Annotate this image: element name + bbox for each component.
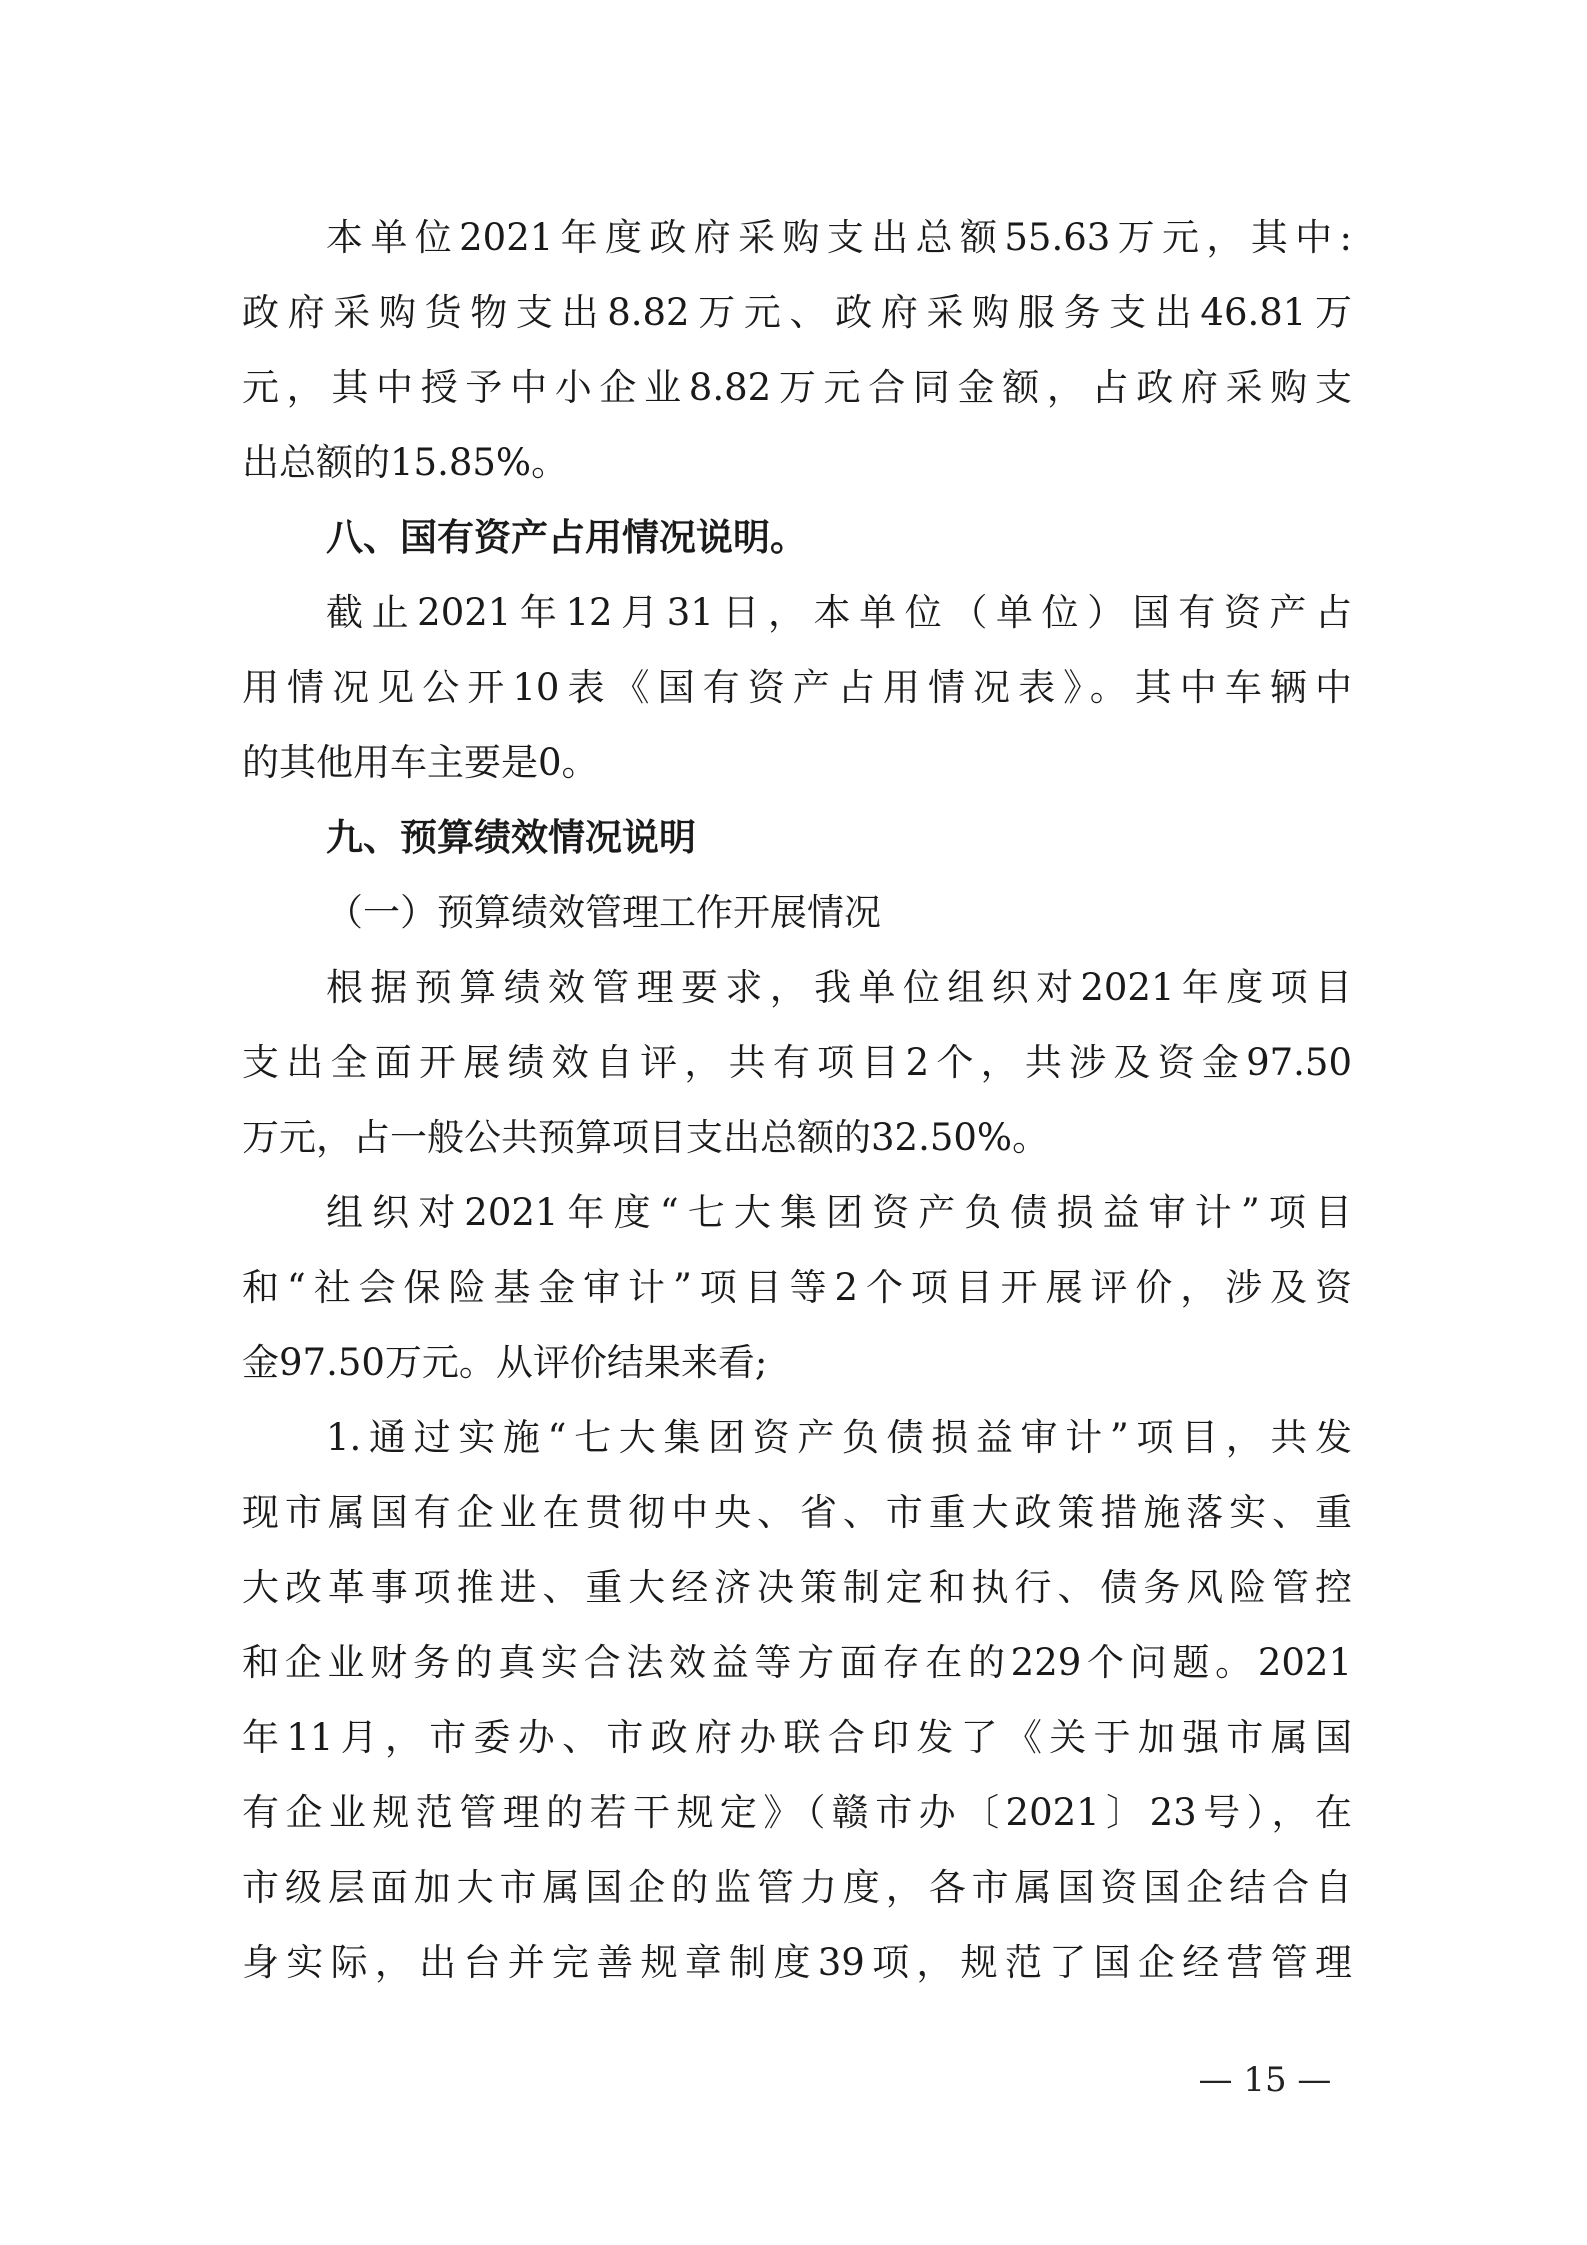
paragraph-line: 支出全面开展绩效自评，共有项目2个，共涉及资金97.50 [242, 1041, 1352, 1084]
paragraph-line: 和企业财务的真实合法效益等方面存在的229个问题。2021 [242, 1641, 1352, 1684]
paragraph-line: 的其他用车主要是0。 [242, 741, 599, 784]
paragraph-line: 年11月，市委办、市政府办联合印发了《关于加强市属国 [242, 1716, 1352, 1759]
body-text [242, 200, 1352, 2000]
paragraph-line: 本单位2021年度政府采购支出总额55.63万元，其中: [326, 216, 1352, 259]
paragraph-line: 大改革事项推进、重大经济决策制定和执行、债务风险管控 [242, 1566, 1352, 1609]
section-heading: 九、预算绩效情况说明 [326, 816, 696, 859]
paragraph-line: 元，其中授予中小企业8.82万元合同金额，占政府采购支 [242, 366, 1352, 409]
paragraph-line: 1.通过实施“七大集团资产负债损益审计”项目，共发 [326, 1416, 1352, 1459]
subsection-heading: （一）预算绩效管理工作开展情况 [326, 891, 881, 934]
paragraph-line: 有企业规范管理的若干规定》（赣市办〔2021〕23号），在 [242, 1791, 1352, 1834]
paragraph-line: 万元，占一般公共预算项目支出总额的32.50%。 [242, 1116, 1050, 1159]
page-number: — 15 — [1198, 2060, 1332, 2100]
paragraph-line: 现市属国有企业在贯彻中央、省、市重大政策措施落实、重 [242, 1491, 1352, 1534]
paragraph-line: 市级层面加大市属国企的监管力度，各市属国资国企结合自 [242, 1866, 1352, 1909]
paragraph-line: 身实际，出台并完善规章制度39项，规范了国企经营管理 [242, 1941, 1352, 1984]
paragraph-line: 组织对2021年度“七大集团资产负债损益审计”项目 [326, 1191, 1352, 1234]
paragraph-line: 和“社会保险基金审计”项目等2个项目开展评价，涉及资 [242, 1266, 1352, 1309]
paragraph-line: 出总额的15.85%。 [242, 441, 569, 484]
paragraph-line: 金97.50万元。从评价结果来看; [242, 1341, 768, 1384]
paragraph-line: 根据预算绩效管理要求，我单位组织对2021年度项目 [326, 966, 1352, 1009]
section-heading: 八、国有资产占用情况说明。 [326, 516, 807, 559]
paragraph-line: 截止2021年12月31日，本单位（单位）国有资产占 [326, 591, 1352, 634]
paragraph-line: 政府采购货物支出8.82万元、政府采购服务支出46.81万 [242, 291, 1352, 334]
paragraph-line: 用情况见公开10表《国有资产占用情况表》。其中车辆中 [242, 666, 1352, 709]
